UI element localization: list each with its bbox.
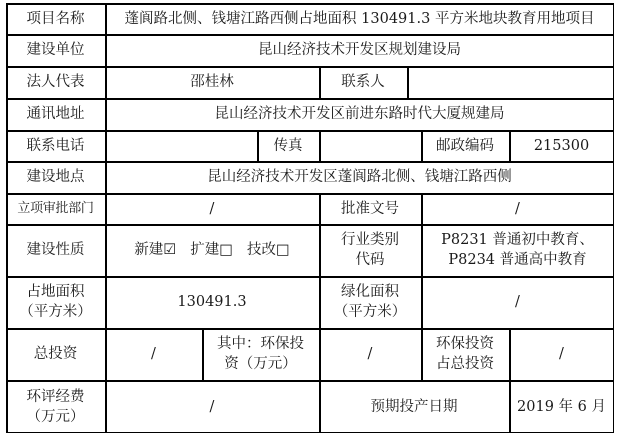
postcode-value: 215300 <box>533 137 590 154</box>
column-divider <box>257 130 259 161</box>
production-date-label: 预期投产日期 <box>370 398 458 415</box>
column-divider <box>319 130 321 161</box>
phone-value <box>105 130 257 161</box>
column-divider <box>509 130 511 161</box>
env-investment-label: 其中：环保投 资（万元） <box>217 336 304 372</box>
nature-option-expand: 扩建□ <box>190 242 233 258</box>
location-value: 昆山经济技术开发区蓬阆路北侧、钱塘江路西侧 <box>207 169 512 185</box>
project-name-value: 蓬阆路北侧、钱塘江路西侧占地面积 130491.3 平方米地块教育用地项目 <box>124 10 595 27</box>
nature-options <box>105 224 319 276</box>
land-area-value: 130491.3 <box>177 294 247 310</box>
checkbox-icon: □ <box>219 242 233 258</box>
green-area-value: / <box>515 294 520 310</box>
nature-label: 建设性质 <box>26 242 85 258</box>
column-divider <box>105 3 107 433</box>
legal-rep-value: 邵桂林 <box>190 74 234 90</box>
project-info-table <box>6 3 614 433</box>
table-border-top <box>6 3 614 5</box>
industry-code-label: 行业类别 代码 <box>341 232 399 268</box>
column-divider <box>421 193 423 380</box>
row-divider <box>6 193 614 195</box>
approval-dept-value: / <box>209 200 215 217</box>
project-name-label: 项目名称 <box>26 10 85 27</box>
approval-doc-value: / <box>515 200 520 217</box>
column-divider <box>421 130 423 161</box>
approval-dept-label: 立项审批部门 <box>17 200 94 216</box>
address-label: 通讯地址 <box>26 106 85 122</box>
approval-doc-label: 批准文号 <box>341 200 399 217</box>
row-divider <box>6 161 614 163</box>
green-area-label: 绿化面积 （平方米） <box>333 284 407 320</box>
env-investment-value: / <box>367 346 373 362</box>
row-divider <box>6 130 614 132</box>
table-border-left <box>6 3 8 433</box>
env-ratio-label: 环保投资 占总投资 <box>436 336 494 372</box>
column-divider <box>407 66 409 98</box>
nature-option-upgrade: 技改□ <box>247 242 290 258</box>
eia-cost-value: / <box>209 398 215 415</box>
production-date-value: 2019 年 6 月 <box>517 398 606 415</box>
column-divider <box>319 66 321 98</box>
column-divider <box>319 380 321 433</box>
nature-option-new: 新建☑ <box>134 242 177 258</box>
total-investment-value: / <box>151 346 156 362</box>
location-label: 建设地点 <box>26 169 85 185</box>
column-divider <box>319 193 321 380</box>
checkbox-icon: □ <box>276 242 290 258</box>
eia-cost-label: 环评经费 （万元） <box>26 388 85 425</box>
contact-value <box>407 66 614 98</box>
table-border-bottom <box>6 432 614 434</box>
column-divider <box>509 328 511 433</box>
env-ratio-value: / <box>559 346 564 362</box>
row-divider <box>6 98 614 100</box>
builder-label: 建设单位 <box>26 42 85 58</box>
table-border-right <box>613 3 615 433</box>
row-divider <box>6 66 614 68</box>
contact-label: 联系人 <box>341 74 385 90</box>
row-divider <box>6 328 614 330</box>
row-divider <box>6 34 614 36</box>
industry-code-value: P8231 普通初中教育、 P8234 普通高中教育 <box>441 232 594 268</box>
land-area-label: 占地面积 （平方米） <box>19 284 92 320</box>
column-divider <box>202 328 204 380</box>
checked-box-icon: ☑ <box>163 242 177 258</box>
row-divider <box>6 276 614 278</box>
address-value: 昆山经济技术开发区前进东路时代大厦规建局 <box>214 106 505 122</box>
row-divider <box>6 224 614 226</box>
fax-value <box>319 130 421 161</box>
legal-rep-label: 法人代表 <box>26 74 85 90</box>
postcode-label: 邮政编码 <box>436 137 494 154</box>
builder-value: 昆山经济技术开发区规划建设局 <box>258 42 461 58</box>
row-divider <box>6 380 614 382</box>
phone-label: 联系电话 <box>26 137 85 154</box>
fax-label: 传真 <box>273 137 303 154</box>
total-investment-label: 总投资 <box>33 346 78 362</box>
